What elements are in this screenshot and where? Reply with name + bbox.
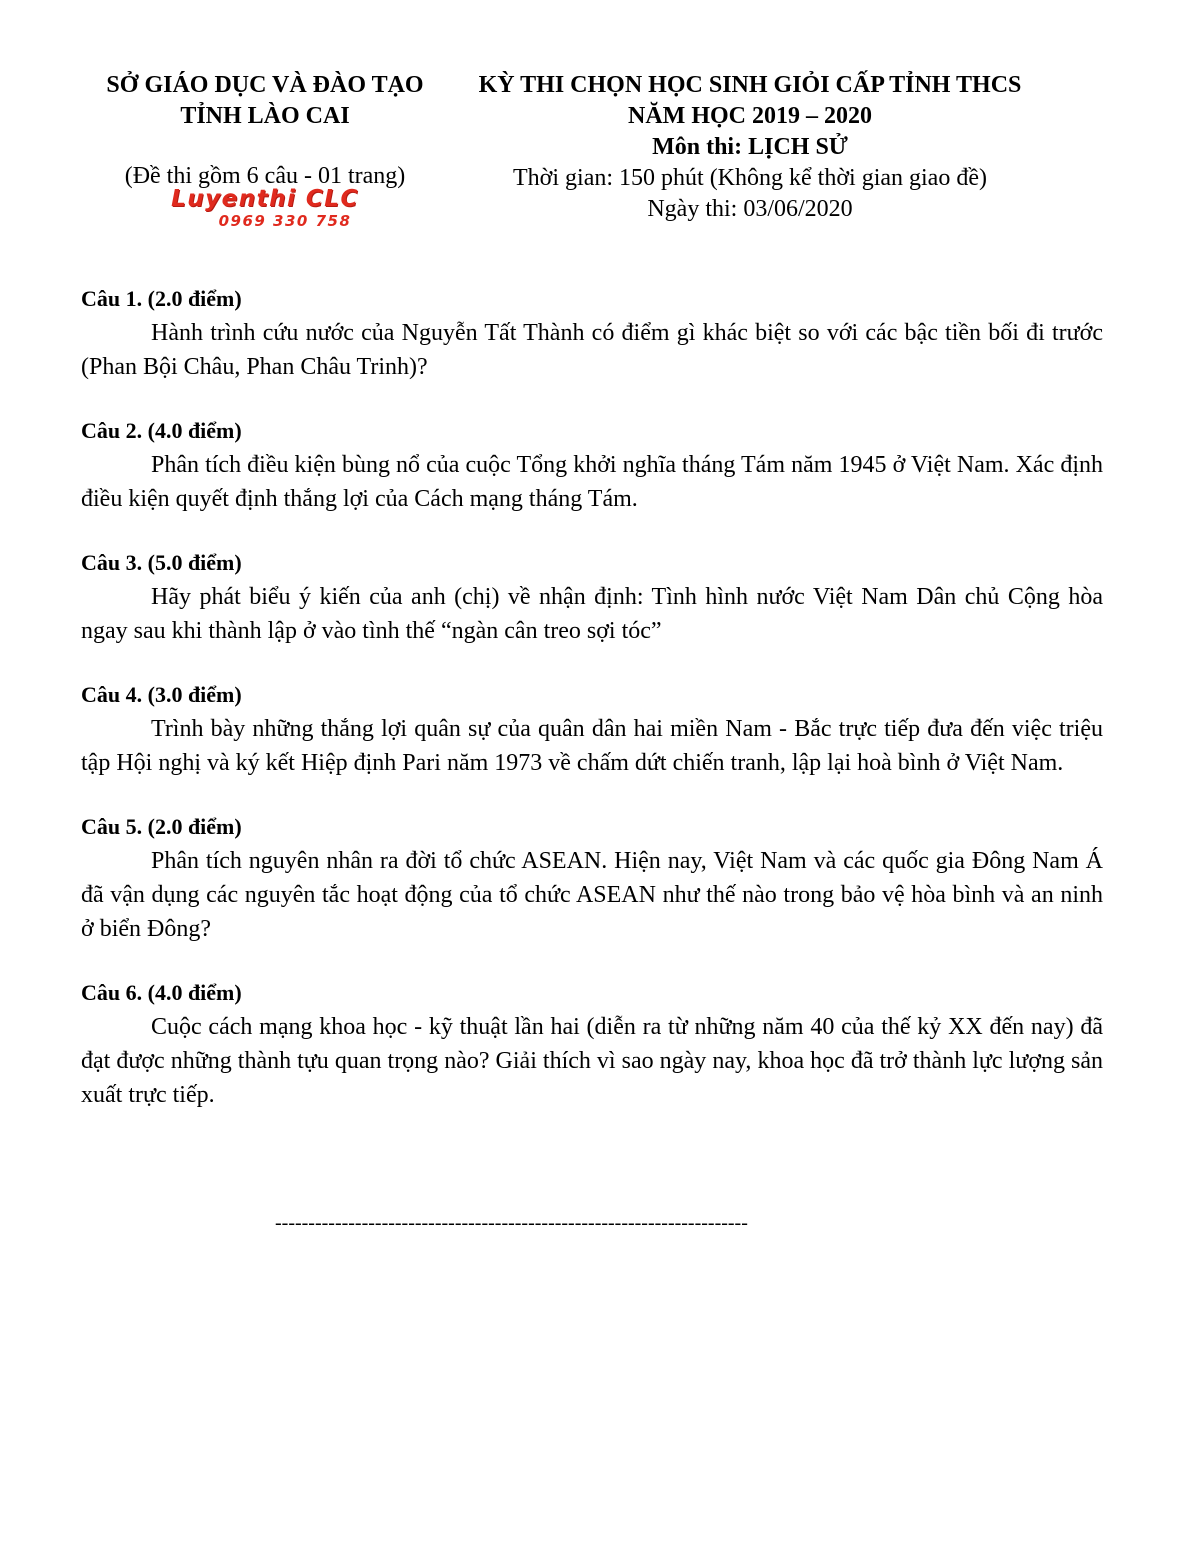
end-divider: ----------------------------------------------------------------------- <box>275 1212 748 1234</box>
question-body: Hành trình cứu nước của Nguyễn Tất Thành có điểm gì khác biệt so với các bậc tiền bối đi trước (Phan Bội Châu, Phan Châu Trinh)? <box>81 320 1103 380</box>
question-body: Hãy phát biểu ý kiến của anh (chị) về nhận định: Tình hình nước Việt Nam Dân chủ Cộng hòa ngay sau khi thành lập ở vào tình thế “ngàn cân treo sợi tóc” <box>81 584 1103 644</box>
question-item <box>81 678 1103 780</box>
question-body: Phân tích nguyên nhân ra đời tổ chức ASEAN. Hiện nay, Việt Nam và các quốc gia Đông Nam Á đã vận dụng các nguyên tắc hoạt động của tổ chức ASEAN như thế nào trong bảo vệ hòa bình và an ninh ở biển Đông? <box>81 848 1103 942</box>
question-item <box>81 414 1103 516</box>
exam-date: Ngày thi: 03/06/2020 <box>647 196 853 222</box>
question-title: Câu 1. (2.0 điểm) <box>81 286 242 311</box>
exam-title: KỲ THI CHỌN HỌC SINH GIỎI CẤP TỈNH THCS <box>478 72 1022 98</box>
header-left <box>85 70 445 192</box>
question-title: Câu 5. (2.0 điểm) <box>81 814 242 839</box>
question-item <box>81 282 1103 384</box>
question-title: Câu 4. (3.0 điểm) <box>81 682 242 707</box>
question-item <box>81 546 1103 648</box>
question-item <box>81 976 1103 1112</box>
question-list <box>81 282 1103 1142</box>
question-body: Phân tích điều kiện bùng nổ của cuộc Tổng khởi nghĩa tháng Tám năm 1945 ở Việt Nam. Xác định điều kiện quyết định thắng lợi của Cách mạng tháng Tám. <box>81 452 1103 512</box>
province-name: TỈNH LÀO CAI <box>180 103 350 129</box>
question-title: Câu 2. (4.0 điểm) <box>81 418 242 443</box>
school-year: NĂM HỌC 2019 – 2020 <box>628 103 872 129</box>
watermark-logo <box>150 186 380 234</box>
question-title: Câu 6. (4.0 điểm) <box>81 980 242 1005</box>
question-item <box>81 810 1103 946</box>
exam-duration: Thời gian: 150 phút (Không kể thời gian giao đề) <box>513 165 987 191</box>
watermark-phone: 0969 330 758 <box>218 212 352 230</box>
department-name: SỞ GIÁO DỤC VÀ ĐÀO TẠO <box>106 72 424 98</box>
question-body: Cuộc cách mạng khoa học - kỹ thuật lần hai (diễn ra từ những năm 40 của thế kỷ XX đến nay) đã đạt được những thành tựu quan trọng nào? Giải thích vì sao ngày nay, khoa học đã trở thành lực lượng sản xuất trực tiếp. <box>81 1014 1103 1108</box>
exam-subject: Môn thi: LỊCH SỬ <box>652 134 848 160</box>
question-body: Trình bày những thắng lợi quân sự của quân dân hai miền Nam - Bắc trực tiếp đưa đến việc triệu tập Hội nghị và ký kết Hiệp định Pari năm 1973 về chấm dứt chiến tranh, lập lại hoà bình ở Việt Nam. <box>81 716 1103 776</box>
exam-page-count-note: (Đề thi gồm 6 câu - 01 trang) <box>124 163 406 189</box>
question-title: Câu 3. (5.0 điểm) <box>81 550 242 575</box>
watermark-brand: Luyenthi CLC <box>171 186 359 212</box>
header-right <box>450 70 1050 225</box>
